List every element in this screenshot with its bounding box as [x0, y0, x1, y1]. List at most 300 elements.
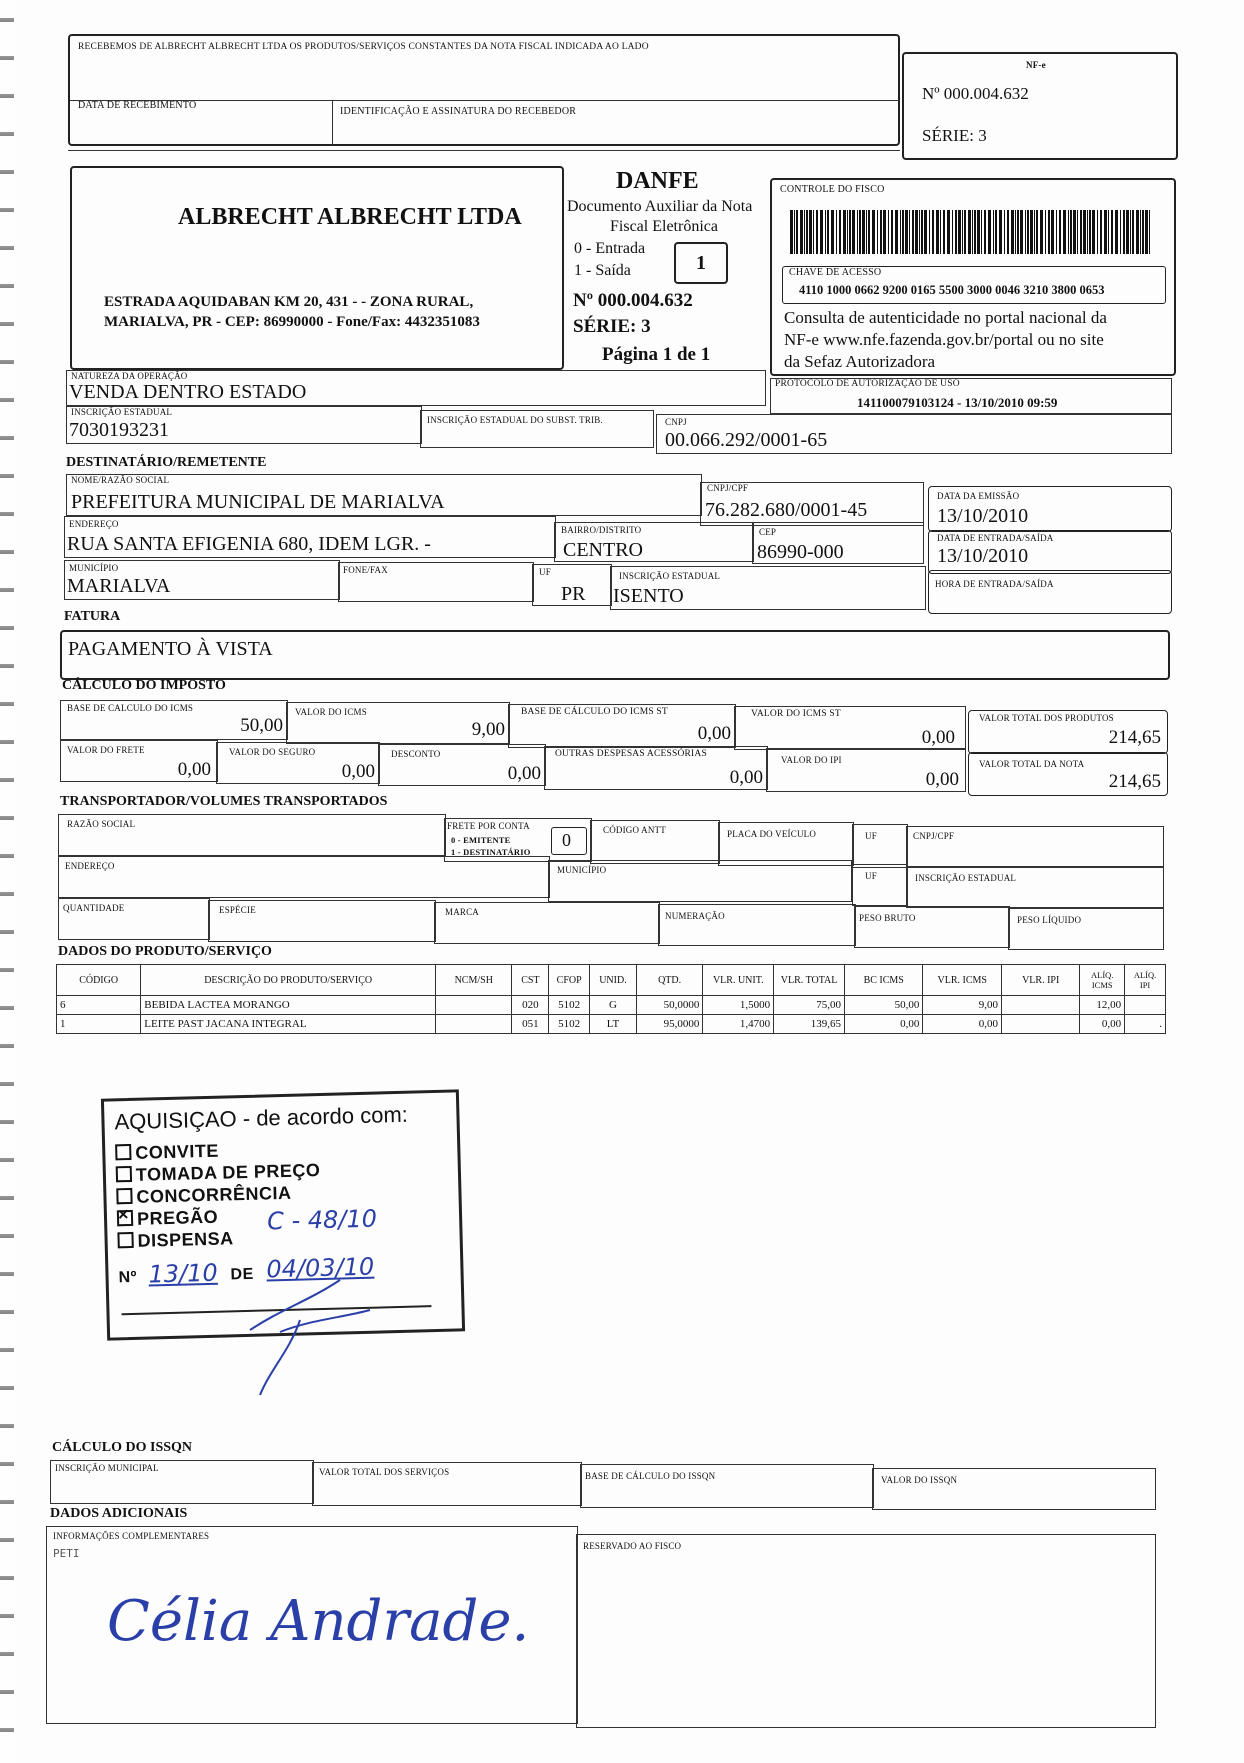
barcode-bar [932, 210, 934, 254]
row-description: BEBIDA LACTEA MORANGO [141, 996, 436, 1015]
access-key-value: 4110 1000 0662 9200 0165 5500 3000 0046 3210 3800 0653 [799, 283, 1105, 297]
col-ncm: NCM/SH [436, 965, 512, 996]
emitter-cnpj-value: 00.066.292/0001-65 [665, 429, 828, 451]
transport-cnpj-label: CNPJ/CPF [913, 831, 955, 841]
barcode-bar [900, 210, 901, 254]
numbering-cell [658, 904, 856, 946]
discount-cell [378, 744, 546, 786]
protocol-value: 141100079103124 - 13/10/2010 09:59 [857, 395, 1058, 410]
emitter-cnpj-label: CNPJ [665, 417, 687, 427]
antt-cell [590, 820, 720, 864]
icms-value: 9,00 [471, 719, 505, 740]
uf-label: UF [539, 567, 551, 577]
barcode-bar [1132, 210, 1134, 254]
recipient-address-cell [64, 516, 556, 558]
barcode-bar [859, 210, 861, 254]
cep-label: CEP [759, 527, 777, 537]
district-label: BAIRRO/DISTRITO [561, 525, 642, 535]
col-unit-value: VLR. UNIT. [703, 965, 774, 996]
stamp-option-checked: ×PREGÃO [117, 1207, 219, 1231]
barcode-bar [857, 210, 858, 254]
freight-value: 0,00 [177, 759, 211, 780]
row-ncm [436, 996, 512, 1015]
row-unit-value: 1,5000 [703, 996, 774, 1015]
icms-st-label: VALOR DO ICMS ST [751, 709, 841, 719]
barcode-bar [847, 210, 848, 254]
barcode-bar [981, 210, 982, 254]
plate-label: PLACA DO VEÍCULO [727, 829, 817, 839]
barcode-bar [915, 210, 918, 254]
danfe-series: SÉRIE: 3 [573, 316, 651, 337]
table-row [57, 1015, 1166, 1034]
row-icms-rate: 0,00 [1080, 1015, 1125, 1034]
issqn-value-cell [872, 1468, 1156, 1510]
consult-line-2: NF-e www.nfe.fazenda.gov.br/portal ou no site [784, 330, 1104, 349]
barcode-bar [974, 210, 976, 254]
products-total-cell [968, 710, 1168, 754]
col-description: DESCRIÇÃO DO PRODUTO/SERVIÇO [141, 965, 436, 996]
transport-address-label: ENDEREÇO [65, 861, 115, 871]
barcode-bar [880, 210, 882, 254]
receipt-header: RECEBEMOS DE ALBRECHT ALBRECHT LTDA OS PRODUTOS/SERVIÇOS CONSTANTES DA NOTA FISCAL INDICADA AO LADO [78, 42, 649, 52]
checkbox-icon [116, 1188, 132, 1204]
transport-address-cell [58, 856, 550, 898]
row-ipi-rate: . [1125, 1015, 1166, 1034]
freight-cell [60, 740, 218, 782]
cep-value: 86990-000 [757, 541, 844, 563]
stamp-option: CONVITE [115, 1141, 219, 1165]
recipient-address-value: RUA SANTA EFIGENIA 680, IDEM LGR. - [67, 533, 431, 555]
protocol-cell [770, 378, 1172, 414]
danfe-type-value: 1 [696, 252, 706, 274]
transport-cnpj-cell [906, 826, 1164, 868]
barcode-bar [1040, 210, 1043, 254]
barcode-bar [1048, 210, 1050, 254]
qty-label: QUANTIDADE [63, 903, 125, 913]
issqn-base-label: BASE DE CÁLCULO DO ISSQN [585, 1471, 716, 1481]
danfe-entry: 0 - Entrada [574, 240, 646, 257]
transport-city-cell [548, 860, 852, 902]
stamp-option: CONCORRÊNCIA [116, 1183, 292, 1209]
transport-uf-label: UF [865, 831, 877, 841]
access-key-box [782, 266, 1166, 304]
gross-weight-cell [854, 906, 1010, 948]
ie-label: INSCRIÇÃO ESTADUAL [71, 407, 173, 417]
uf-cell [532, 564, 612, 606]
row-bc-icms: 50,00 [845, 996, 923, 1015]
recipient-cnpj-cell [700, 482, 924, 526]
products-total-value: 214,65 [1108, 727, 1161, 748]
barcode [790, 210, 1155, 254]
barcode-bar [962, 210, 963, 254]
row-ncm [436, 1015, 512, 1034]
additional-section: DADOS ADICIONAIS [50, 1506, 188, 1521]
products-total-label: VALOR TOTAL DOS PRODUTOS [979, 713, 1114, 723]
row-unit: LT [590, 1015, 637, 1034]
barcode-bar [1120, 210, 1121, 254]
checkbox-icon [115, 1144, 131, 1160]
products-table [56, 964, 1166, 1034]
species-label: ESPÉCIE [219, 905, 256, 915]
checkbox-icon [117, 1232, 133, 1248]
col-qty: QTD. [636, 965, 703, 996]
barcode-bar [1111, 210, 1113, 254]
stamp-option: DISPENSA [117, 1228, 234, 1252]
municipal-ie-label: INSCRIÇÃO MUNICIPAL [55, 1463, 159, 1473]
barcode-bar [952, 210, 953, 254]
reserved-fisco-label: RESERVADO AO FISCO [583, 1541, 682, 1551]
nature-cell [66, 370, 766, 406]
emitter-address-1: ESTRADA AQUIDABAN KM 20, 431 - - ZONA RURAL, [104, 294, 474, 310]
barcode-bar [820, 210, 823, 254]
stamp-date-prefix: DE [230, 1265, 254, 1284]
transport-ie-cell [906, 866, 1164, 908]
barcode-bar [947, 210, 950, 254]
barcode-bar [943, 210, 945, 254]
numbering-label: NUMERAÇÃO [665, 911, 725, 921]
city-cell [64, 560, 340, 600]
invoice-value: PAGAMENTO À VISTA [68, 638, 273, 660]
handwritten-signature: Célia Andrade. [107, 1589, 530, 1654]
emitter-address-2: MARIALVA, PR - CEP: 86990000 - Fone/Fax: 4432351083 [104, 314, 480, 330]
ipi-label: VALOR DO IPI [781, 755, 842, 765]
base-icms-value: 50,00 [240, 715, 283, 736]
col-ipi-rate: ALÍQ. IPI [1125, 965, 1166, 996]
row-bc-icms: 0,00 [845, 1015, 923, 1034]
phone-label: FONE/FAX [343, 565, 388, 575]
cep-cell [752, 522, 924, 564]
insurance-label: VALOR DO SEGURO [229, 747, 316, 757]
row-cfop: 5102 [549, 1015, 590, 1034]
transport-uf2-label: UF [865, 871, 877, 881]
barcode-bar [891, 210, 893, 254]
row-cst: 020 [512, 996, 549, 1015]
row-icms-value: 0,00 [923, 1015, 1002, 1034]
reserved-fisco-cell [576, 1534, 1156, 1728]
barcode-bar [958, 210, 961, 254]
complementary-info-label: INFORMAÇÕES COMPLEMENTARES [53, 1531, 210, 1541]
consult-line-3: da Sefaz Autorizadora [784, 352, 936, 371]
ipi-value: 0,00 [925, 769, 959, 790]
barcode-bar [809, 210, 812, 254]
barcode-bar [866, 210, 867, 254]
barcode-bar [794, 210, 795, 254]
barcode-bar [831, 210, 834, 254]
barcode-bar [1142, 210, 1144, 254]
barcode-bar [849, 210, 851, 254]
receipt-stub [68, 34, 900, 146]
district-cell [554, 522, 754, 562]
entry-date-label: DATA DE ENTRADA/SAÍDA [937, 533, 1054, 543]
row-ipi-rate [1125, 996, 1166, 1015]
issqn-value-label: VALOR DO ISSQN [881, 1475, 958, 1485]
barcode-bar [1083, 210, 1086, 254]
barcode-bar [909, 210, 910, 254]
barcode-bar [813, 210, 814, 254]
row-total-value: 75,00 [774, 996, 845, 1015]
qty-cell [58, 898, 210, 940]
recipient-name-label: NOME/RAZÃO SOCIAL [71, 475, 170, 485]
barcode-bar [1087, 210, 1088, 254]
danfe-exit: 1 - Saída [574, 262, 631, 279]
base-st-cell [508, 704, 736, 748]
protocol-label: PROTOCOLO DE AUTORIZAÇÃO DE USO [775, 379, 960, 389]
gross-weight-label: PESO BRUTO [859, 913, 916, 923]
barcode-bar [877, 210, 878, 254]
barcode-bar [1027, 210, 1029, 254]
recipient-cnpj-value: 76.282.680/0001-45 [705, 499, 868, 521]
barcode-bar [1025, 210, 1026, 254]
icms-st-value: 0,00 [921, 727, 955, 748]
barcode-bar [1077, 210, 1078, 254]
net-weight-cell [1008, 908, 1164, 950]
row-code: 6 [57, 996, 141, 1015]
base-icms-label: BASE DE CALCULO DO ICMS [67, 703, 194, 713]
barcode-bar [888, 210, 889, 254]
barcode-bar [929, 210, 930, 254]
emitter-box [70, 166, 564, 370]
fisco-control-label: CONTROLE DO FISCO [780, 184, 885, 195]
recipient-ie-label: INSCRIÇÃO ESTADUAL [619, 571, 721, 581]
stamp-signature-scribble [240, 1260, 380, 1400]
row-unit: G [590, 996, 637, 1015]
emission-date-cell [928, 486, 1172, 532]
discount-value: 0,00 [507, 763, 541, 784]
access-key-label: CHAVE DE ACESSO [789, 267, 882, 278]
barcode-bar [1073, 210, 1076, 254]
barcode-bar [1015, 210, 1016, 254]
barcode-bar [1126, 210, 1129, 254]
recipient-ie-cell [610, 566, 926, 610]
other-expenses-label: OUTRAS DESPESAS ACESSÓRIAS [555, 749, 707, 759]
city-label: MUNICÍPIO [69, 563, 119, 573]
col-ipi-value: VLR. IPI [1002, 965, 1080, 996]
barcode-bar [984, 210, 986, 254]
barcode-bar [895, 210, 898, 254]
nature-value: VENDA DENTRO ESTADO [69, 381, 307, 403]
transport-city-label: MUNICÍPIO [557, 865, 607, 875]
barcode-bar [1100, 210, 1102, 254]
transport-uf-cell [852, 824, 908, 868]
base-icms-cell [60, 700, 288, 740]
freight-mode-opt0: 0 - EMITENTE [451, 835, 511, 845]
base-st-value: 0,00 [697, 723, 731, 744]
tax-section: CÁLCULO DO IMPOSTO [62, 678, 226, 693]
ie-cell [66, 406, 422, 444]
district-value: CENTRO [563, 539, 643, 561]
danfe-subtitle-1: Documento Auxiliar da Nota [567, 198, 753, 215]
barcode-bar [988, 210, 991, 254]
col-cst: CST [512, 965, 549, 996]
icms-st-cell [734, 706, 966, 750]
barcode-bar [1130, 210, 1131, 254]
ie-value: 7030193231 [69, 419, 169, 441]
receipt-sign-label: IDENTIFICAÇÃO E ASSINATURA DO RECEBEDOR [340, 106, 577, 117]
receipt-date-label: DATA DE RECEBIMENTO [78, 100, 197, 111]
row-qty: 50,0000 [636, 996, 703, 1015]
barcode-bar [1145, 210, 1148, 254]
other-expenses-value: 0,00 [729, 767, 763, 788]
danfe-number: Nº 000.004.632 [573, 290, 693, 311]
freight-mode-opt1: 1 - DESTINATÁRIO [451, 847, 531, 857]
emission-date-label: DATA DA EMISSÃO [937, 491, 1020, 501]
checkbox-icon [116, 1166, 132, 1182]
row-code: 1 [57, 1015, 141, 1034]
recipient-section: DESTINATÁRIO/REMETENTE [66, 455, 267, 470]
barcode-bar [1123, 210, 1125, 254]
services-total-cell [312, 1462, 582, 1506]
barcode-bar [868, 210, 870, 254]
barcode-bar [905, 210, 908, 254]
recipient-ie-value: ISENTO [613, 585, 684, 607]
barcode-bar [836, 210, 837, 254]
barcode-bar [790, 210, 793, 254]
fisco-box [770, 178, 1176, 376]
note-total-label: VALOR TOTAL DA NOTA [979, 759, 1085, 769]
checked-checkbox-icon [117, 1210, 133, 1226]
receipt-number: Nº 000.004.632 [922, 84, 1029, 103]
entry-time-cell [928, 570, 1172, 614]
danfe-type-box [674, 242, 728, 284]
emitter-cnpj-cell [656, 414, 1172, 454]
carrier-name-cell [58, 814, 446, 856]
barcode-bar [902, 210, 904, 254]
barcode-bar [1089, 210, 1091, 254]
barcode-bar [1115, 210, 1118, 254]
net-weight-label: PESO LÍQUIDO [1017, 915, 1082, 925]
barcode-bar [883, 210, 886, 254]
barcode-bar [843, 210, 846, 254]
products-header-row [57, 965, 1166, 996]
entry-date-value: 13/10/2010 [937, 545, 1029, 567]
col-icms-rate: ALÍQ. ICMS [1080, 965, 1125, 996]
barcode-bar [1034, 210, 1035, 254]
barcode-bar [912, 210, 914, 254]
barcode-bar [995, 210, 997, 254]
brand-label: MARCA [445, 907, 480, 917]
col-code: CÓDIGO [57, 965, 141, 996]
nfe-label: NF-e [1026, 60, 1046, 70]
nature-label: NATUREZA DA OPERAÇÃO [71, 371, 188, 381]
stamp-option: TOMADA DE PREÇO [116, 1160, 321, 1186]
row-description: LEITE PAST JACANA INTEGRAL [141, 1015, 436, 1034]
recipient-name-value: PREFEITURA MUNICIPAL DE MARIALVA [71, 491, 445, 513]
danfe-subtitle-2: Fiscal Eletrônica [610, 218, 718, 235]
barcode-bar [921, 210, 923, 254]
barcode-bar [1097, 210, 1098, 254]
phone-cell [338, 562, 534, 602]
emission-date-value: 13/10/2010 [937, 505, 1029, 527]
barcode-bar [1007, 210, 1009, 254]
handwritten-note: C - 48/10 [266, 1204, 378, 1236]
insurance-cell [216, 742, 380, 784]
barcode-bar [1104, 210, 1107, 254]
invoice-box [60, 630, 1170, 680]
barcode-bar [924, 210, 927, 254]
recipient-name-cell [66, 474, 702, 516]
freight-label: VALOR DO FRETE [67, 745, 145, 755]
barcode-bar [827, 210, 829, 254]
row-icms-value: 9,00 [923, 996, 1002, 1015]
recipient-cnpj-label: CNPJ/CPF [707, 483, 749, 493]
scan-edge [0, 0, 14, 1763]
danfe-page: Página 1 de 1 [602, 344, 711, 365]
barcode-bar [852, 210, 855, 254]
row-ipi-value [1002, 1015, 1080, 1034]
row-cst: 051 [512, 1015, 549, 1034]
icms-cell [286, 702, 510, 744]
col-unit: UNID. [590, 965, 637, 996]
row-qty: 95,0000 [636, 1015, 703, 1034]
danfe-title: DANFE [616, 168, 699, 194]
barcode-bar [1020, 210, 1023, 254]
barcode-bar [1149, 210, 1150, 254]
other-expenses-cell [544, 746, 768, 790]
barcode-bar [1004, 210, 1005, 254]
ipi-cell [766, 748, 966, 792]
barcode-bar [862, 210, 865, 254]
barcode-bar [964, 210, 966, 254]
barcode-bar [839, 210, 841, 254]
barcode-bar [1059, 210, 1061, 254]
barcode-bar [872, 210, 875, 254]
barcode-bar [1063, 210, 1066, 254]
transport-section: TRANSPORTADOR/VOLUMES TRANSPORTADOS [60, 794, 388, 809]
row-ipi-value [1002, 996, 1080, 1015]
barcode-bar [999, 210, 1002, 254]
barcode-bar [955, 210, 957, 254]
barcode-bar [804, 210, 805, 254]
complementary-info-cell [46, 1526, 578, 1724]
city-value: MARIALVA [67, 575, 171, 597]
ie-st-cell [420, 410, 654, 448]
freight-mode-value: 0 [562, 830, 571, 850]
barcode-bar [919, 210, 920, 254]
stamp-number-prefix: Nº [118, 1268, 138, 1287]
row-total-value: 139,65 [774, 1015, 845, 1034]
barcode-bar [796, 210, 798, 254]
row-unit-value: 1,4700 [703, 1015, 774, 1034]
municipal-ie-cell [50, 1460, 314, 1504]
stamp-number-value: 13/10 [148, 1258, 219, 1289]
barcode-bar [1080, 210, 1082, 254]
barcode-bar [1036, 210, 1038, 254]
barcode-bar [968, 210, 971, 254]
receipt-nfe-box [902, 52, 1178, 160]
transport-ie-label: INSCRIÇÃO ESTADUAL [915, 873, 1017, 883]
entry-date-cell [928, 530, 1172, 574]
row-icms-rate: 12,00 [1080, 996, 1125, 1015]
barcode-bar [1108, 210, 1109, 254]
discount-label: DESCONTO [391, 749, 441, 759]
col-bc-icms: BC ICMS [845, 965, 923, 996]
barcode-bar [940, 210, 941, 254]
barcode-bar [1017, 210, 1019, 254]
uf-value: PR [561, 583, 586, 605]
barcode-bar [816, 210, 818, 254]
barcode-bar [972, 210, 973, 254]
issqn-section: CÁLCULO DO ISSQN [52, 1440, 193, 1455]
barcode-bar [800, 210, 803, 254]
base-st-label: BASE DE CÁLCULO DO ICMS ST [521, 707, 668, 717]
freight-mode-box [551, 827, 587, 855]
note-total-cell [968, 752, 1168, 796]
barcode-bar [1011, 210, 1014, 254]
carrier-name-label: RAZÃO SOCIAL [67, 819, 136, 829]
receipt-series: SÉRIE: 3 [922, 126, 987, 145]
barcode-bar [1056, 210, 1057, 254]
barcode-bar [977, 210, 980, 254]
